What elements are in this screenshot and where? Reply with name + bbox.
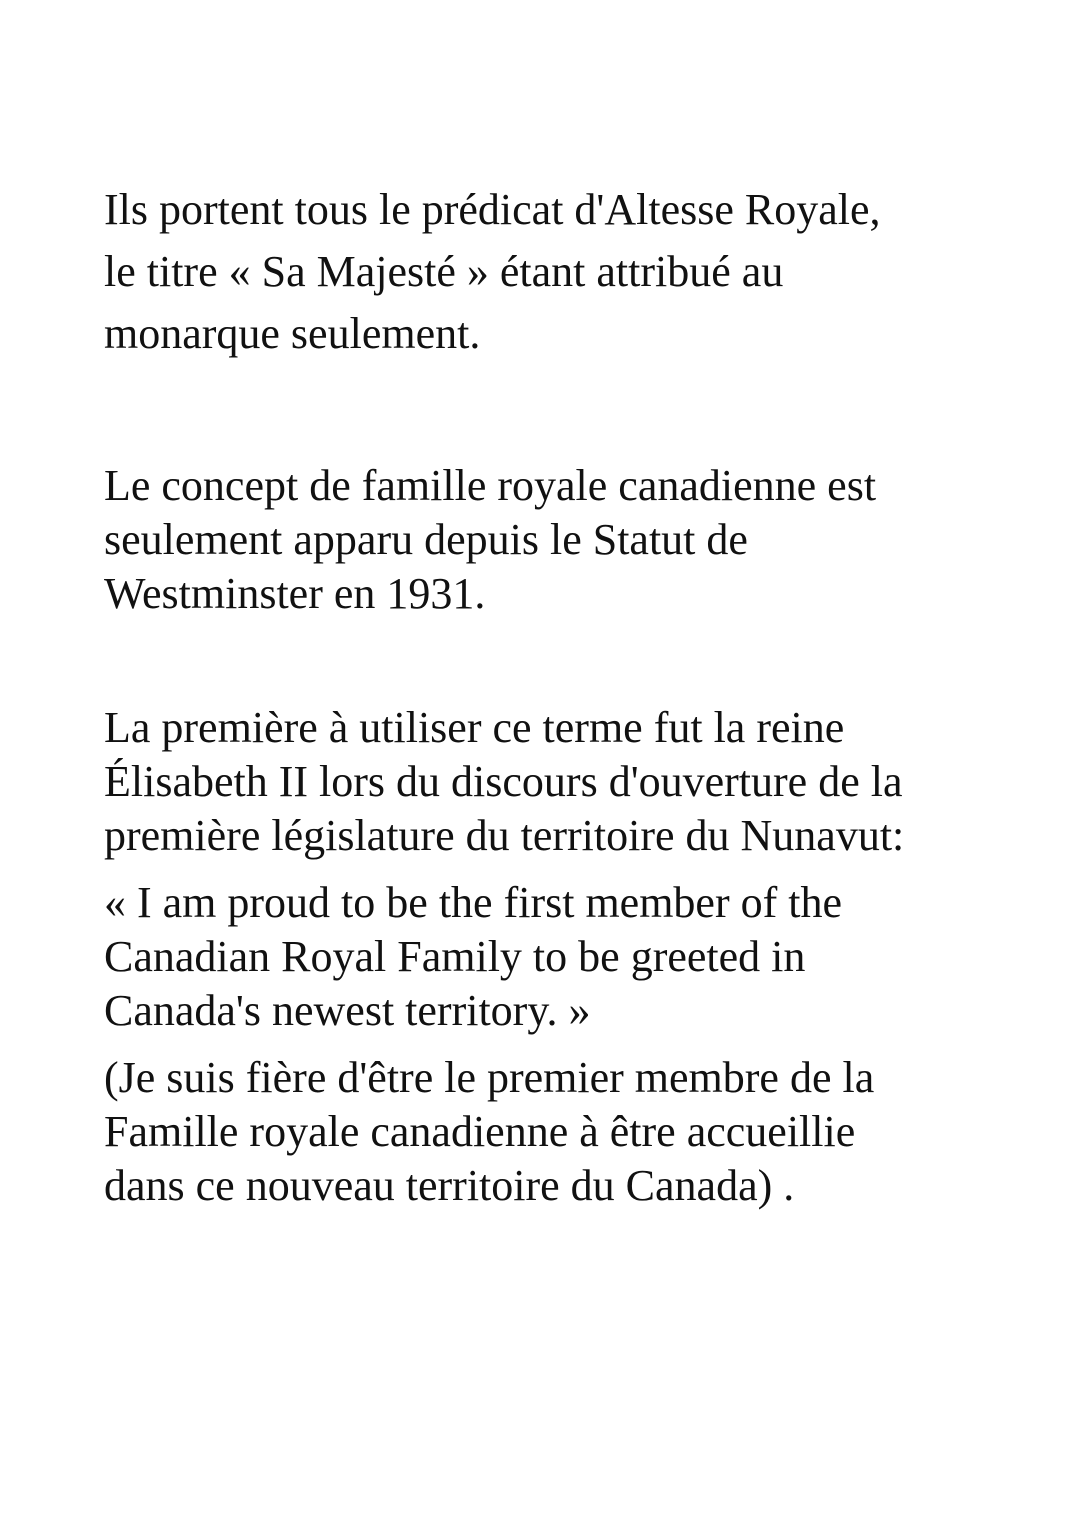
text-line: seulement apparu depuis le Statut de <box>104 515 748 564</box>
text-line: Ils portent tous le prédicat d'Altesse Royale, <box>104 185 881 234</box>
text-line: « I am proud to be the first member of the <box>104 878 843 927</box>
text-line: (Je suis fière d'être le premier membre de la <box>104 1053 875 1102</box>
text-line: le titre « Sa Majesté » étant attribué au <box>104 247 784 296</box>
text-line: Élisabeth II lors du discours d'ouverture de la <box>104 757 903 806</box>
text-line: Westminster en 1931. <box>104 569 486 618</box>
text-line: Canada's newest territory. » <box>104 986 591 1035</box>
text-line: Canadian Royal Family to be greeted in <box>104 932 806 981</box>
text-line: La première à utiliser ce terme fut la reine <box>104 703 845 752</box>
text-line: Le concept de famille royale canadienne est <box>104 461 877 510</box>
text-line: Famille royale canadienne à être accueillie <box>104 1107 856 1156</box>
text-line: monarque seulement. <box>104 309 481 358</box>
text-line: première législature du territoire du Nunavut: <box>104 811 905 860</box>
text-line: dans ce nouveau territoire du Canada) . <box>104 1161 795 1210</box>
